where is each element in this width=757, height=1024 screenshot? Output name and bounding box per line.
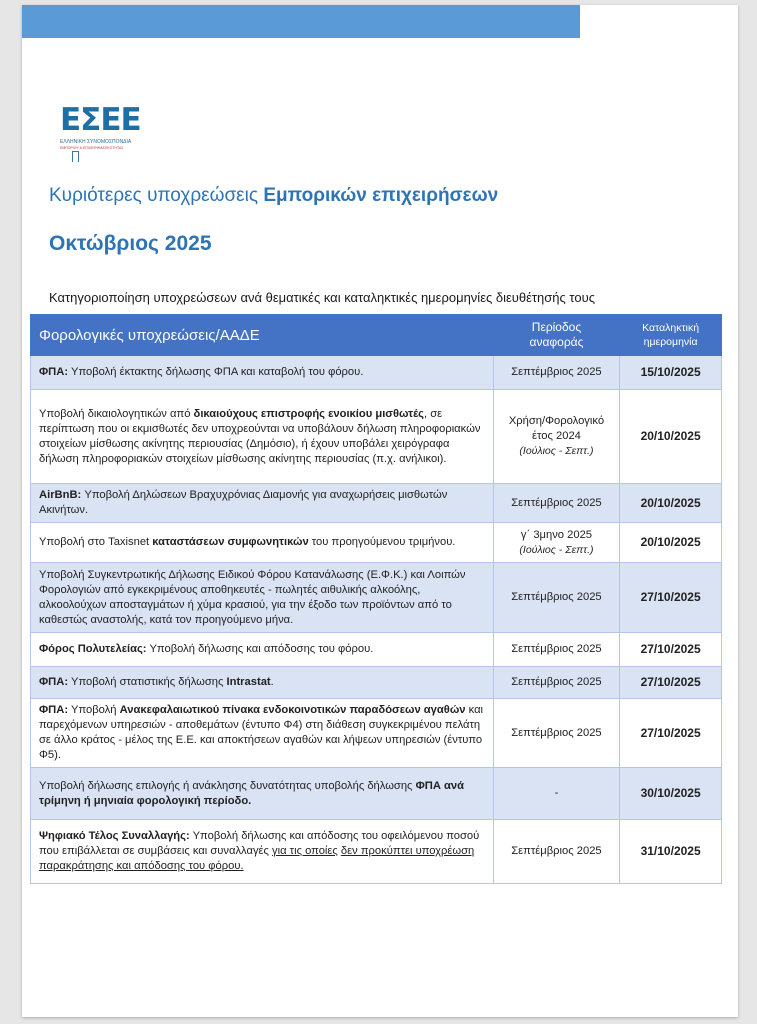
deadline-header-line2: ημερομηνία: [643, 336, 698, 348]
period-value: Σεπτέμβριος 2025: [511, 845, 602, 857]
period-value: Σεπτέμβριος 2025: [511, 591, 602, 603]
reference-period: [493, 820, 620, 884]
text: Υποβολή δικαιολογητικών από: [39, 407, 194, 420]
period-value: Σεπτέμβριος 2025: [511, 496, 602, 509]
bold-text: ΦΠΑ ανά τρίμηνη ή μηνιαία φορολογική περίοδο.: [39, 779, 464, 807]
period-header-line1: Περίοδος: [531, 320, 582, 334]
table-row: [31, 633, 722, 667]
reference-period: [493, 356, 620, 390]
bold-text: καταστάσεων συμφωνητικών: [152, 536, 309, 548]
esee-logo: [58, 103, 158, 163]
deadline-date: 15/10/2025: [620, 356, 722, 390]
obligation-description: [31, 356, 494, 390]
period-value: Σεπτέμβριος 2025: [511, 643, 602, 655]
reference-period: [493, 390, 620, 484]
obligations-table: [30, 314, 722, 884]
text: Υποβολή δήλωσης επιλογής ή ανάκλησης δυνατότητας υποβολής δήλωσης: [39, 779, 416, 792]
document-page: [22, 5, 738, 1017]
obligation-description: [31, 768, 494, 820]
bold-text: ΦΠΑ:: [39, 676, 69, 688]
table-header-row: [31, 315, 722, 356]
table-row: [31, 484, 722, 523]
reference-period: [493, 699, 620, 768]
reference-period: [493, 563, 620, 633]
text: Υποβολή Συγκεντρωτικής Δήλωσης Ειδικού Φόρου Κατανάλωσης (Ε.Φ.Κ.) και Λοιπών Φορολογιών από εγκεκριμένους αποθηκευτές - πωλητές αιθυλικής αλκοόλης, αλκοολούχων αποσταγμάτων ή χύμα κρασιού, για την έξοδο των προϊόντων από το καθεστώς αναστολής, κατά τον προηγούμενο μήνα.: [39, 568, 466, 626]
deadline-date: 31/10/2025: [620, 820, 722, 884]
title-bold: Εμπορικών επιχειρήσεων: [263, 185, 499, 206]
logo-frame-icon: [72, 151, 79, 162]
period-value: Σεπτέμβριος 2025: [511, 676, 602, 688]
deadline-date: 27/10/2025: [620, 667, 722, 699]
table-row: [31, 667, 722, 699]
text: Υποβολή Δηλώσεων Βραχυχρόνιας Διαμονής για αναχωρήσεις μισθωτών Ακινήτων.: [39, 489, 448, 516]
bold-text: Φόρος Πολυτελείας:: [39, 643, 147, 655]
obligation-description: [31, 484, 494, 523]
period-value: γ΄ 3μηνο 2025: [520, 528, 593, 541]
deadline-date: 20/10/2025: [620, 523, 722, 563]
bold-text: δικαιούχους επιστροφής ενοικίου μισθωτές: [193, 407, 424, 420]
header-band: [22, 5, 580, 38]
period-value: Σεπτέμβριος 2025: [511, 366, 602, 378]
table-body: [31, 356, 722, 884]
logo-subtitle-2: ΕΜΠΟΡΙΟΥ & ΕΠΙΧΕΙΡΗΜΑΤΙΚΟΤΗΤΑΣ: [60, 146, 124, 150]
column-header-deadline: [620, 315, 722, 356]
table-row: [31, 563, 722, 633]
reference-period: [493, 484, 620, 523]
obligation-description: [31, 390, 494, 484]
reference-period: [493, 633, 620, 667]
deadline-date: 20/10/2025: [620, 484, 722, 523]
deadline-header-line1: Καταληκτική: [642, 322, 700, 334]
text: του προηγούμενου τριμήνου.: [308, 536, 456, 548]
document-subtitle: Κατηγοριοποίηση υποχρεώσεων ανά θεματικές και καταληκτικές ημερομηνίες διευθέτησής τους: [49, 290, 595, 305]
text: , σε περίπτωση που οι εκμισθωτές δεν υποχρεούνται να υποβάλουν δήλωση πληροφοριακών στοιχείων μίσθωσης ακίνητης περιουσίας (Δημόσιο), ή έχουν υποβάλει χειρόγραφα δήλωση πληροφοριακών στοιχείων μίσθωσης ακίνητης περιουσίας (π.χ. ανήλικοι).: [39, 407, 481, 465]
period-value: Χρήση/Φορολογικό έτος 2024: [508, 415, 605, 442]
bold-text: Ανακεφαλαιωτικού πίνακα ενδοκοινοτικών παραδόσεων αγαθών: [119, 704, 466, 716]
column-header-obligations: Φορολογικές υποχρεώσεις/ΑΑΔΕ: [31, 315, 494, 356]
bold-text: AirBnB:: [39, 489, 82, 501]
reference-period: [493, 768, 620, 820]
table-row: [31, 356, 722, 390]
obligation-description: [31, 820, 494, 884]
text: Υποβολή δήλωσης και απόδοσης του οφειλόμενου ποσού που επιβάλλεται σε συμβάσεις και συναλλαγές: [39, 830, 480, 857]
bold-text: ΦΠΑ:: [39, 366, 69, 378]
deadline-date: 20/10/2025: [620, 390, 722, 484]
text: Υποβολή: [68, 704, 120, 716]
period-value: Σεπτέμβριος 2025: [511, 726, 602, 739]
obligation-description: [31, 699, 494, 768]
underlined-text: δεν προκύπτει υποχρέωση παρακράτησης και απόδοσης του φόρου.: [39, 845, 475, 872]
obligation-description: [31, 523, 494, 563]
period-note: (Ιούλιος - Σεπτ.): [519, 543, 594, 556]
logo-mark: ΕΣΕΕ: [60, 102, 141, 138]
deadline-date: 27/10/2025: [620, 699, 722, 768]
column-header-period: [493, 315, 620, 356]
table-row: [31, 768, 722, 820]
title-regular: Κυριότερες υποχρεώσεις: [49, 185, 264, 206]
document-month: Οκτώβριος 2025: [49, 232, 212, 255]
obligation-description: [31, 667, 494, 699]
text: Υποβολή έκτακτης δήλωσης ΦΠΑ και καταβολή του φόρου.: [68, 366, 364, 378]
logo-subtitle: ΕΛΛΗΝΙΚΗ ΣΥΝΟΜΟΣΠΟΝΔΙΑ: [60, 139, 132, 145]
period-value: -: [554, 787, 559, 799]
text: Υποβολή δήλωσης και απόδοσης του φόρου.: [146, 643, 374, 655]
deadline-date: 27/10/2025: [620, 633, 722, 667]
bold-text: ΦΠΑ:: [39, 704, 69, 716]
table-row: [31, 699, 722, 768]
text: και παρεχόμενων υπηρεσιών - αποθεμάτων (έντυπο Φ4) στη διάθεση συγκεκριμένου πελάτη σε άλλο κράτος - μέλος της Ε.Ε. και αποκτήσεων αγαθών και λήψεων υπηρεσιών (έντυπο Φ5).: [39, 704, 484, 761]
table-row: [31, 390, 722, 484]
bold-text: Intrastat: [226, 676, 271, 688]
period-note: (Ιούλιος - Σεπτ.): [519, 445, 594, 457]
underlined-text: για τις οποίες: [272, 845, 338, 857]
deadline-date: 27/10/2025: [620, 563, 722, 633]
text: Υποβολή στο Taxisnet: [39, 536, 153, 548]
table-row: [31, 523, 722, 563]
text: Υποβολή στατιστικής δήλωσης: [68, 676, 227, 688]
period-header-line2: αναφοράς: [529, 335, 584, 349]
document-title: [49, 185, 498, 207]
reference-period: [493, 667, 620, 699]
deadline-date: 30/10/2025: [620, 768, 722, 820]
bold-text: Ψηφιακό Τέλος Συναλλαγής:: [39, 830, 190, 842]
table-row: [31, 820, 722, 884]
obligation-description: [31, 563, 494, 633]
reference-period: [493, 523, 620, 563]
obligation-description: [31, 633, 494, 667]
text: .: [270, 676, 274, 688]
